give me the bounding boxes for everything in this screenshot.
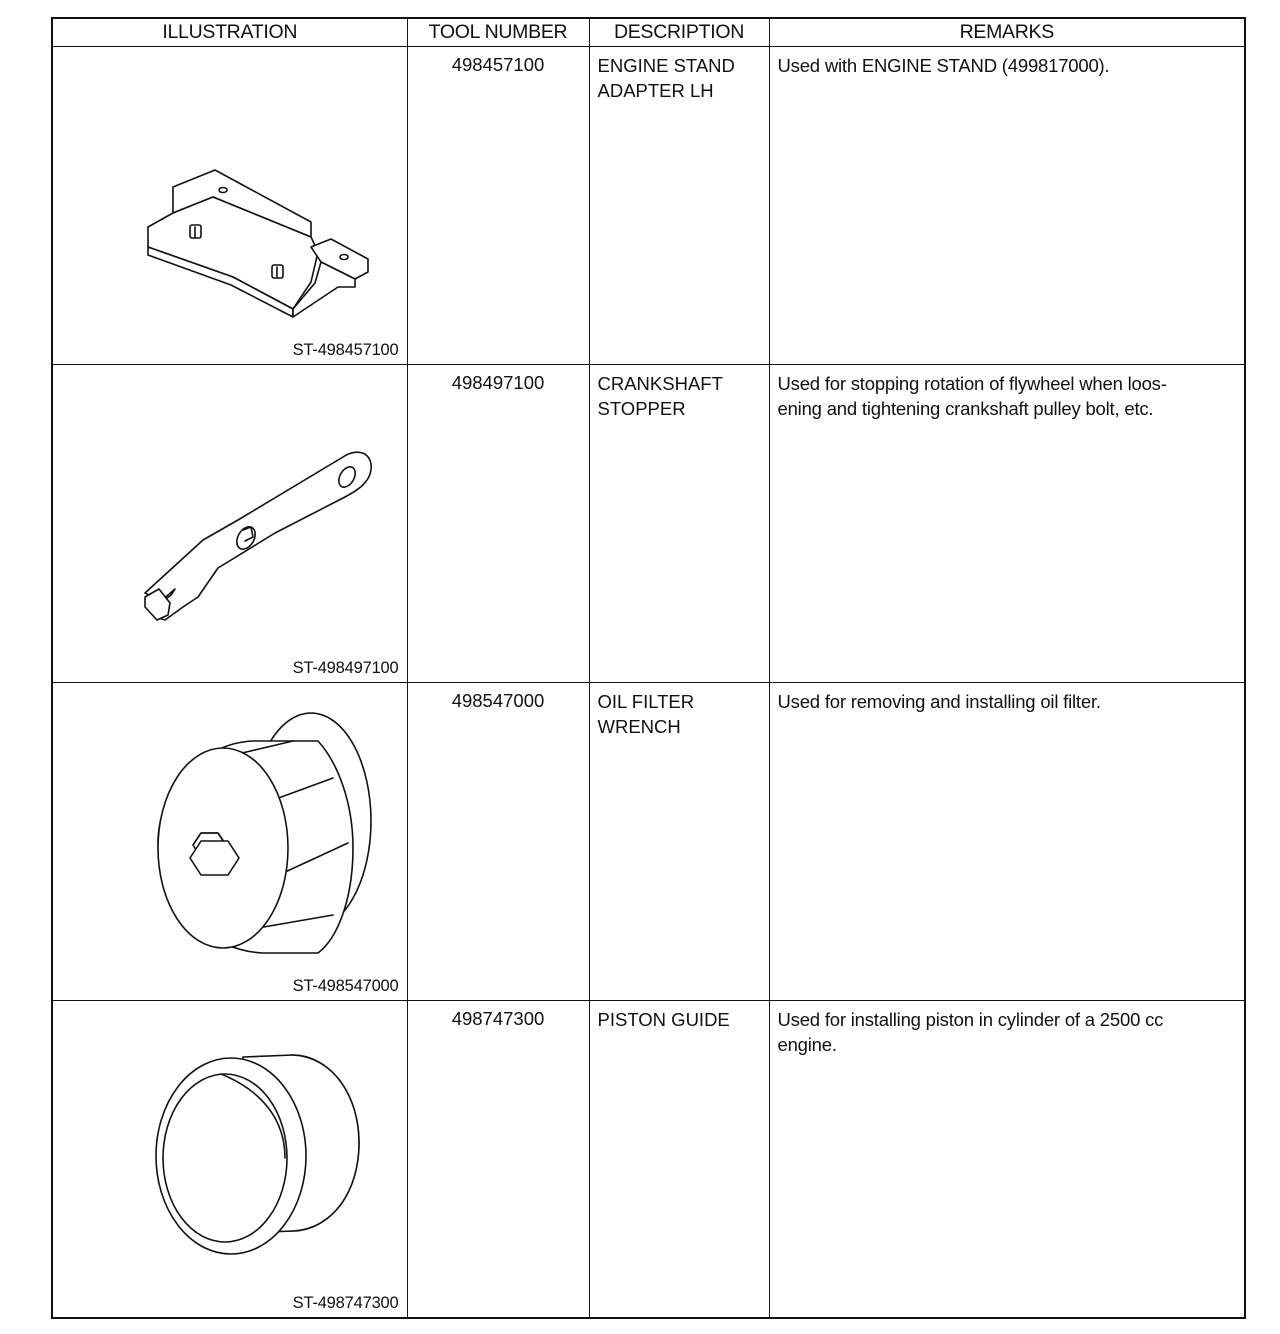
remarks-cell xyxy=(769,683,1245,1001)
special-tools-table xyxy=(51,17,1246,1319)
header-description: DESCRIPTION xyxy=(589,18,769,47)
table-row xyxy=(52,47,1245,365)
description-line: ADAPTER LH xyxy=(597,80,714,101)
engine-stand-adapter-icon xyxy=(53,47,407,365)
description-line: PISTON GUIDE xyxy=(597,1009,730,1030)
table-row xyxy=(52,365,1245,683)
remarks-cell xyxy=(769,47,1245,365)
crankshaft-stopper-icon xyxy=(53,365,407,683)
description-cell xyxy=(589,683,769,1001)
remarks-line: Used with ENGINE STAND (499817000). xyxy=(777,55,1110,76)
illustration-cell xyxy=(52,683,407,1001)
st-code-label: ST-498497100 xyxy=(292,659,399,677)
st-code-label: ST-498547000 xyxy=(292,977,399,995)
st-code-label: ST-498457100 xyxy=(292,341,399,359)
remarks-line: ening and tightening crankshaft pulley bolt, etc. xyxy=(777,398,1154,419)
header-illustration: ILLUSTRATION xyxy=(52,18,407,47)
piston-guide-icon xyxy=(53,1001,407,1318)
header-remarks: REMARKS xyxy=(769,18,1245,47)
table-header-row xyxy=(52,18,1245,47)
description-cell xyxy=(589,1001,769,1318)
remarks-line: Used for removing and installing oil filter. xyxy=(777,691,1101,712)
description-line: ENGINE STAND xyxy=(597,55,735,76)
description-line: WRENCH xyxy=(597,716,681,737)
description-line: CRANKSHAFT xyxy=(597,373,723,394)
description-line: STOPPER xyxy=(597,398,686,419)
tool-number-cell: 498747300 xyxy=(407,1001,589,1318)
tool-number-cell: 498457100 xyxy=(407,47,589,365)
st-code-label: ST-498747300 xyxy=(292,1293,399,1312)
remarks-line: engine. xyxy=(777,1034,837,1055)
tool-number-cell: 498547000 xyxy=(407,683,589,1001)
description-cell xyxy=(589,47,769,365)
remarks-line: Used for stopping rotation of flywheel when loos- xyxy=(777,373,1167,394)
illustration-cell xyxy=(52,1001,407,1318)
table-row xyxy=(52,1001,1245,1318)
illustration-cell xyxy=(52,47,407,365)
illustration-cell xyxy=(52,365,407,683)
oil-filter-wrench-icon xyxy=(53,683,407,1001)
description-line: OIL FILTER xyxy=(597,691,695,712)
tool-number-cell: 498497100 xyxy=(407,365,589,683)
table-row xyxy=(52,683,1245,1001)
remarks-cell xyxy=(769,1001,1245,1318)
description-cell xyxy=(589,365,769,683)
remarks-line: Used for installing piston in cylinder of a 2500 cc xyxy=(777,1009,1164,1030)
header-tool-number: TOOL NUMBER xyxy=(407,18,589,47)
remarks-cell xyxy=(769,365,1245,683)
